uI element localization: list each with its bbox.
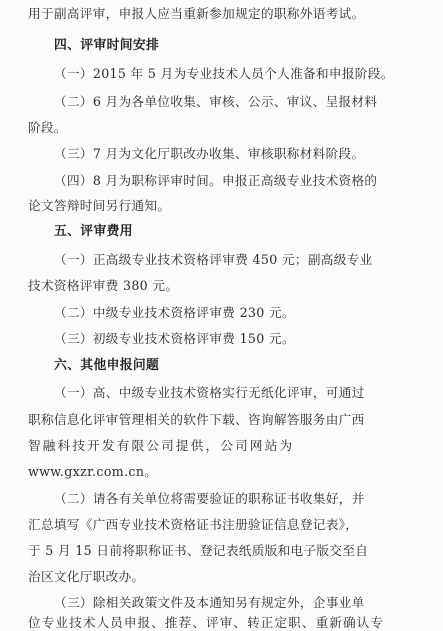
text-line-cont-foreign-language: 用于副高评审，申报人应当重新参加规定的职称外语考试。: [28, 6, 365, 21]
other-item-2-cont-3: 治区文化厅职改办。: [28, 569, 145, 584]
section-heading-other-issues: 六、其他申报问题: [54, 358, 160, 373]
schedule-item-4: （四）8 月为职称评审时间。申报正高级专业技术资格的: [54, 173, 378, 188]
fee-item-3: （三）初级专业技术资格评审费 150 元。: [54, 331, 295, 346]
section-heading-review-fees: 五、评审费用: [54, 224, 133, 239]
section-heading-review-schedule: 四、评审时间安排: [54, 38, 160, 53]
schedule-item-2: （二）6 月为各单位收集、审核、公示、审议、呈报材料: [54, 94, 378, 109]
other-item-3-cont: 位专业技术人员申报、推荐、评审、转正定职、重新确认专: [28, 615, 385, 630]
other-item-2-cont-1: 汇总填写《广西专业技术资格证书注册验证信息登记表》，: [28, 517, 359, 532]
other-item-1-cont-2: 智融科技开发有限公司提供，公司网站为: [28, 438, 295, 453]
other-item-3: （三）除相关政策文件及本通知另有规定外，企事业单: [54, 595, 365, 610]
schedule-item-3: （三）7 月为文化厅职改办收集、审核职称材料阶段。: [54, 146, 365, 161]
schedule-item-1: （一）2015 年 5 月为专业技术人员个人准备和申报阶段。: [54, 66, 394, 81]
other-item-1: （一）高、中级专业技术资格实行无纸化评审，可通过: [54, 385, 365, 400]
fee-item-2: （二）中级专业技术资格评审费 230 元。: [54, 305, 295, 320]
other-item-1-cont-1: 职称信息化评审管理相关的软件下载、咨询解答服务由广西: [28, 412, 365, 427]
schedule-item-4-cont: 论文答辩时间另行通知。: [28, 198, 171, 213]
other-item-2-cont-2: 于 5 月 15 日前将职称证书、登记表纸质版和电子版交至自: [28, 543, 369, 558]
other-item-1-url: www.gxzr.com.cn。: [28, 464, 158, 479]
fee-item-1: （一）正高级专业技术资格评审费 450 元；副高级专业: [54, 252, 373, 267]
fee-item-1-cont: 技术资格评审费 380 元。: [28, 278, 179, 293]
other-item-2: （二）请各有关单位将需要验证的职称证书收集好，并: [54, 491, 365, 506]
schedule-item-2-cont: 阶段。: [28, 120, 67, 135]
